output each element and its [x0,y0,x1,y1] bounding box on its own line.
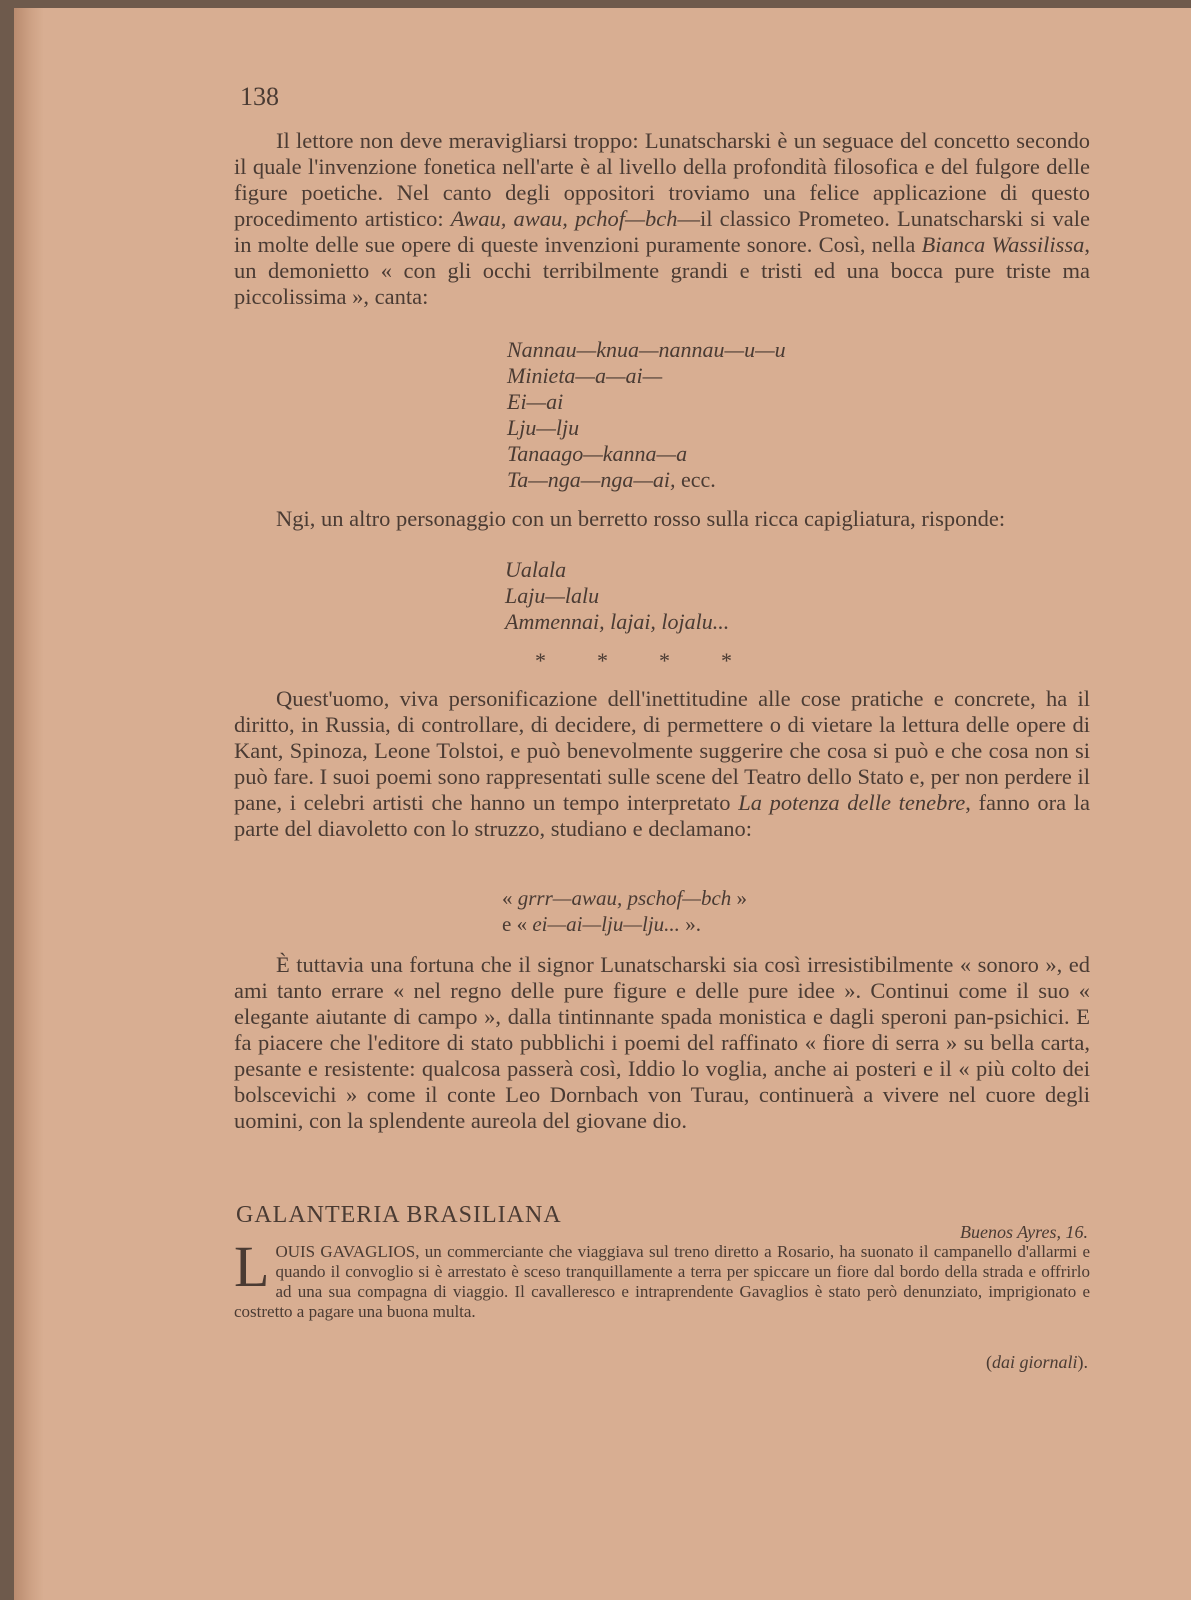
paragraph-4: È tuttavia una fortuna che il signor Lunatscharski sia così irresistibilmente « sonoro », ed ami tanto errare « nel regno delle pure figure e delle pure idee ». Continui come il suo « elegante aiutante di campo », dalla tintinnante spada monistica e dagli speroni pan-psichici. E fa piacere che l'editore di stato pubblichi i poemi del raffinato « fiore di serra » su bella carta, pesante e resistente: qualcosa passerà così, Iddio lo voglia, anche ai posteri e il « più colto dei bolscevichi » come il conte Leo Dornbach von Turau, continuerà a vivere nel cuore degli uomini, con la splendente aureola del giovane dio. [234,952,1090,1133]
news-body: OUIS GAVAGLIOS, un commerciante che viaggiava sul treno diretto a Rosario, ha suonato il campanello d'allarmi e quando il convoglio si è arrestato è sceso tranquillamente a terra per spiccare un fiore dal bordo della strada e offrirlo ad una sua compagna di viaggio. Il cavalleresco e intraprendente Gavaglios è stato però denunziato, imprigionato e costretto a pagare una buona multa. [234,1242,1090,1321]
separator-star: * [721,648,732,673]
paragraph-2: Ngi, un altro personaggio con un berretto rosso sulla ricca capigliatura, risponde: [276,506,1006,531]
page-number: 138 [240,82,279,111]
source-citation: (dai giornali). [985,1352,1088,1372]
news-item [234,1234,1090,1322]
verse-line: Nannau—knua—nannau—u—u [507,337,786,362]
separator-star: * [535,648,546,673]
verse-line: Ta—nga—nga—ai, ecc. [507,467,716,492]
paragraph-3: Quest'uomo, viva personificazione dell'inettitudine alle cose pratiche e concrete, ha il diritto, in Russia, di controllare, di decidere, di permettere o di vietare la lettura delle opere di Kant, Spinoza, Leone Tolstoi, e può benevolmente suggerire che cosa si può e che cosa non si può fare. I suoi poemi sono rappresentati sulle scene del Teatro dello Stato e, per non perdere il pane, i celebri artisti che hanno un tempo interpretato La potenza delle tenebre, fanno ora la parte del diavoletto con lo struzzo, studiano e declamano: [234,686,1090,841]
quote-declamation: « grrr—awau, pschof—bch » e « ei—ai—lju—lju... ». [502,886,748,936]
section-title: GALANTERIA BRASILIANA [236,1202,562,1228]
verse-line: Ammennai, lajai, lojalu... [505,609,730,634]
verse-line: Ei—ai [507,389,564,414]
drop-cap: L [234,1234,270,1299]
verse-demonietto [507,337,786,493]
separator-star: * [597,648,608,673]
verse-line: Ualala [505,557,567,582]
dateline: Buenos Ayres, 16. [960,1222,1088,1242]
paragraph-1-text-b: —il classico Prometeo. Lunatscharski si vale in molte delle sue opere di queste invenzioni puramente sonore. Così, nella [234,206,1091,257]
separator-star: * [659,648,670,673]
verse-ngi [505,557,729,635]
paragraph-1 [234,128,1090,310]
verse-line: Laju—lalu [505,583,600,608]
paragraph-1-text: Il lettore non deve meravigliarsi troppo: Lunatscharski è un seguace del concetto secondo il quale l'invenzione fonetica nell'arte è al livello della profondità filosofica e del fulgore delle figure poetiche. Nel canto degli oppositori troviamo una felice applicazione di questo procedimento artistico: [234,128,1090,231]
verse-line: Minieta—a—ai— [507,363,663,388]
paragraph-1-italic-awau: Awau, awau, pchof—bch [450,206,678,231]
verse-ecc: ecc. [675,467,716,492]
section-separator [535,648,783,674]
verse-line: Lju—lju [507,415,580,440]
verse-line: Tanaago—kanna—a [507,441,688,466]
paragraph-3-italic-title: La potenza delle tenebre [738,790,966,815]
page-spine-shadow [14,8,44,1600]
paragraph-1-text-c: , un demonietto « con gli occhi terribilmente grandi e tristi ed una bocca pure triste ma piccolissima », canta: [234,232,1090,309]
paragraph-1-italic-title: Bianca Wassilissa [921,232,1085,257]
